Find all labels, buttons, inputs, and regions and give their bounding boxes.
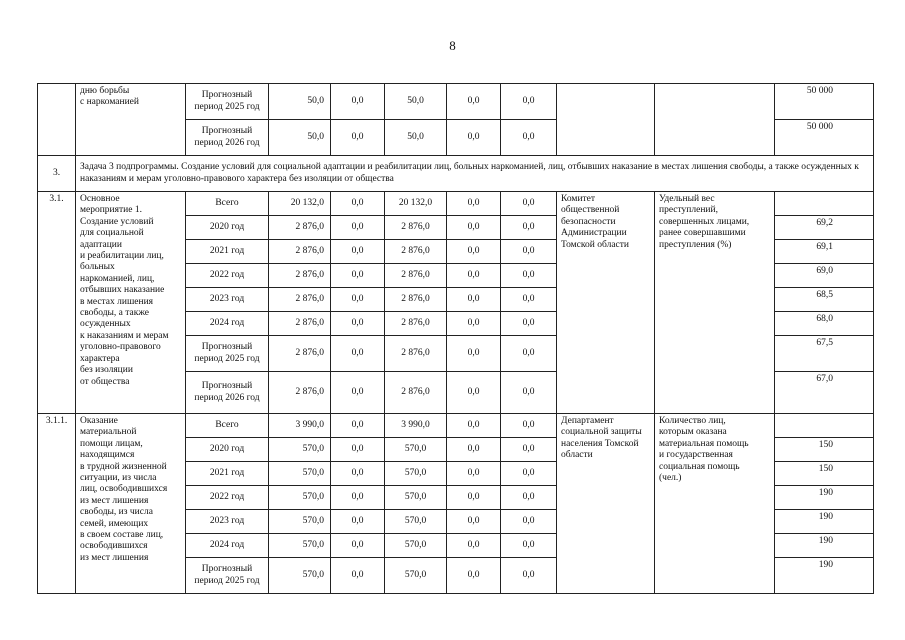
total-cell: 2 876,0: [269, 240, 331, 264]
federal-cell: 0,0: [331, 240, 385, 264]
total-cell: 20 132,0: [269, 192, 331, 216]
regional-cell: 50,0: [385, 84, 447, 120]
indicator-name-cell: [655, 84, 775, 156]
regional-cell: 3 990,0: [385, 414, 447, 438]
indicator-value-cell: 69,1: [775, 240, 874, 264]
measure-name-cell: Оказание материальной помощи лицам, находящимся в трудной жизненной ситуации, из числа лиц, освободившихся из мест лишения свободы, из числа семей, имеющих в своем составе лиц, освободившихся из мест лишения: [76, 414, 186, 594]
local-cell: 0,0: [447, 462, 501, 486]
period-cell: 2020 год: [186, 438, 269, 462]
local-cell: 0,0: [447, 192, 501, 216]
measure-name-cell: Основное мероприятие 1. Создание условий для социальной адаптации и реабилитации лиц, больных наркоманией, лиц, отбывших наказание в местах лишения свободы, а также осужденных к наказаниям и мерам уголовно-правового характера без изоляции от общества: [76, 192, 186, 414]
indicator-value-cell: 150: [775, 462, 874, 486]
total-cell: 50,0: [269, 84, 331, 120]
extra-budget-cell: 0,0: [501, 438, 557, 462]
page-number: 8: [449, 38, 456, 53]
regional-cell: 570,0: [385, 462, 447, 486]
indicator-name-cell: Количество лиц, которым оказана материальная помощь и государственная социальная помощь (чел.): [655, 414, 775, 594]
task-text-cell: Задача 3 подпрограммы. Создание условий для социальной адаптации и реабилитации лиц, больных наркоманией, лиц, отбывших наказание в местах лишения свободы, а также осужденных к наказаниям и мерам уголовно-правового характера без изоляции от общества: [76, 156, 874, 192]
extra-budget-cell: 0,0: [501, 486, 557, 510]
measure-name-cell: дню борьбы с наркоманией: [76, 84, 186, 156]
regional-cell: 50,0: [385, 120, 447, 156]
local-cell: 0,0: [447, 558, 501, 594]
total-cell: 2 876,0: [269, 288, 331, 312]
indicator-value-cell: [775, 414, 874, 438]
extra-budget-cell: 0,0: [501, 372, 557, 414]
period-cell: Прогнозный период 2025 год: [186, 558, 269, 594]
total-cell: 2 876,0: [269, 336, 331, 372]
federal-cell: 0,0: [331, 216, 385, 240]
local-cell: 0,0: [447, 264, 501, 288]
federal-cell: 0,0: [331, 534, 385, 558]
period-cell: 2022 год: [186, 264, 269, 288]
federal-cell: 0,0: [331, 510, 385, 534]
federal-cell: 0,0: [331, 372, 385, 414]
local-cell: 0,0: [447, 84, 501, 120]
local-cell: 0,0: [447, 510, 501, 534]
federal-cell: 0,0: [331, 462, 385, 486]
indicator-value-cell: 190: [775, 486, 874, 510]
regional-cell: 570,0: [385, 558, 447, 594]
period-cell: Прогнозный период 2025 год: [186, 84, 269, 120]
extra-budget-cell: 0,0: [501, 192, 557, 216]
total-cell: 570,0: [269, 438, 331, 462]
extra-budget-cell: 0,0: [501, 510, 557, 534]
regional-cell: 2 876,0: [385, 264, 447, 288]
task-row: [38, 156, 874, 192]
federal-cell: 0,0: [331, 558, 385, 594]
program-table: [37, 83, 874, 594]
federal-cell: 0,0: [331, 264, 385, 288]
period-cell: Прогнозный период 2026 год: [186, 372, 269, 414]
period-cell: 2023 год: [186, 510, 269, 534]
local-cell: 0,0: [447, 534, 501, 558]
extra-budget-cell: 0,0: [501, 84, 557, 120]
local-cell: 0,0: [447, 486, 501, 510]
total-cell: 50,0: [269, 120, 331, 156]
indicator-value-cell: 150: [775, 438, 874, 462]
regional-cell: 570,0: [385, 438, 447, 462]
period-cell: 2024 год: [186, 534, 269, 558]
federal-cell: 0,0: [331, 414, 385, 438]
executor-cell: [557, 84, 655, 156]
indicator-value-cell: 190: [775, 534, 874, 558]
extra-budget-cell: 0,0: [501, 288, 557, 312]
total-cell: 570,0: [269, 462, 331, 486]
regional-cell: 570,0: [385, 534, 447, 558]
regional-cell: 2 876,0: [385, 240, 447, 264]
total-cell: 570,0: [269, 534, 331, 558]
federal-cell: 0,0: [331, 312, 385, 336]
federal-cell: 0,0: [331, 438, 385, 462]
local-cell: 0,0: [447, 288, 501, 312]
regional-cell: 2 876,0: [385, 312, 447, 336]
extra-budget-cell: 0,0: [501, 336, 557, 372]
table-row: [38, 84, 874, 120]
local-cell: 0,0: [447, 216, 501, 240]
period-cell: Прогнозный период 2025 год: [186, 336, 269, 372]
row-number-cell: 3.1.: [38, 192, 76, 414]
local-cell: 0,0: [447, 438, 501, 462]
indicator-value-cell: 50 000: [775, 120, 874, 156]
total-cell: 2 876,0: [269, 372, 331, 414]
indicator-value-cell: 190: [775, 510, 874, 534]
total-cell: 2 876,0: [269, 216, 331, 240]
extra-budget-cell: 0,0: [501, 534, 557, 558]
indicator-value-cell: 50 000: [775, 84, 874, 120]
extra-budget-cell: 0,0: [501, 558, 557, 594]
period-cell: 2020 год: [186, 216, 269, 240]
indicator-value-cell: [775, 192, 874, 216]
period-cell: 2023 год: [186, 288, 269, 312]
period-cell: 2021 год: [186, 462, 269, 486]
federal-cell: 0,0: [331, 486, 385, 510]
period-cell: Прогнозный период 2026 год: [186, 120, 269, 156]
total-cell: 570,0: [269, 510, 331, 534]
indicator-value-cell: 68,0: [775, 312, 874, 336]
total-cell: 2 876,0: [269, 264, 331, 288]
row-number-cell: [38, 84, 76, 156]
extra-budget-cell: 0,0: [501, 264, 557, 288]
local-cell: 0,0: [447, 312, 501, 336]
indicator-value-cell: 190: [775, 558, 874, 594]
period-cell: 2021 год: [186, 240, 269, 264]
table-row: [38, 414, 874, 438]
local-cell: 0,0: [447, 240, 501, 264]
indicator-value-cell: 69,2: [775, 216, 874, 240]
federal-cell: 0,0: [331, 192, 385, 216]
total-cell: 570,0: [269, 558, 331, 594]
period-cell: 2022 год: [186, 486, 269, 510]
indicator-name-cell: Удельный вес преступлений, совершенных лицами, ранее совершавшими преступления (%): [655, 192, 775, 414]
extra-budget-cell: 0,0: [501, 240, 557, 264]
extra-budget-cell: 0,0: [501, 216, 557, 240]
federal-cell: 0,0: [331, 120, 385, 156]
indicator-value-cell: 67,5: [775, 336, 874, 372]
regional-cell: 570,0: [385, 510, 447, 534]
local-cell: 0,0: [447, 336, 501, 372]
period-cell: Всего: [186, 414, 269, 438]
federal-cell: 0,0: [331, 336, 385, 372]
regional-cell: 570,0: [385, 486, 447, 510]
total-cell: 3 990,0: [269, 414, 331, 438]
indicator-value-cell: 68,5: [775, 288, 874, 312]
executor-cell: Департамент социальной защиты населения Томской области: [557, 414, 655, 594]
regional-cell: 2 876,0: [385, 336, 447, 372]
period-cell: 2024 год: [186, 312, 269, 336]
extra-budget-cell: 0,0: [501, 414, 557, 438]
extra-budget-cell: 0,0: [501, 312, 557, 336]
federal-cell: 0,0: [331, 84, 385, 120]
period-cell: Всего: [186, 192, 269, 216]
total-cell: 570,0: [269, 486, 331, 510]
extra-budget-cell: 0,0: [501, 120, 557, 156]
regional-cell: 2 876,0: [385, 288, 447, 312]
task-number-cell: 3.: [38, 156, 76, 192]
indicator-value-cell: 69,0: [775, 264, 874, 288]
regional-cell: 2 876,0: [385, 372, 447, 414]
regional-cell: 20 132,0: [385, 192, 447, 216]
local-cell: 0,0: [447, 120, 501, 156]
local-cell: 0,0: [447, 414, 501, 438]
executor-cell: Комитет общественной безопасности Администрации Томской области: [557, 192, 655, 414]
local-cell: 0,0: [447, 372, 501, 414]
indicator-value-cell: 67,0: [775, 372, 874, 414]
total-cell: 2 876,0: [269, 312, 331, 336]
table-body: [38, 84, 874, 594]
row-number-cell: 3.1.1.: [38, 414, 76, 594]
regional-cell: 2 876,0: [385, 216, 447, 240]
table-row: [38, 192, 874, 216]
federal-cell: 0,0: [331, 288, 385, 312]
extra-budget-cell: 0,0: [501, 462, 557, 486]
